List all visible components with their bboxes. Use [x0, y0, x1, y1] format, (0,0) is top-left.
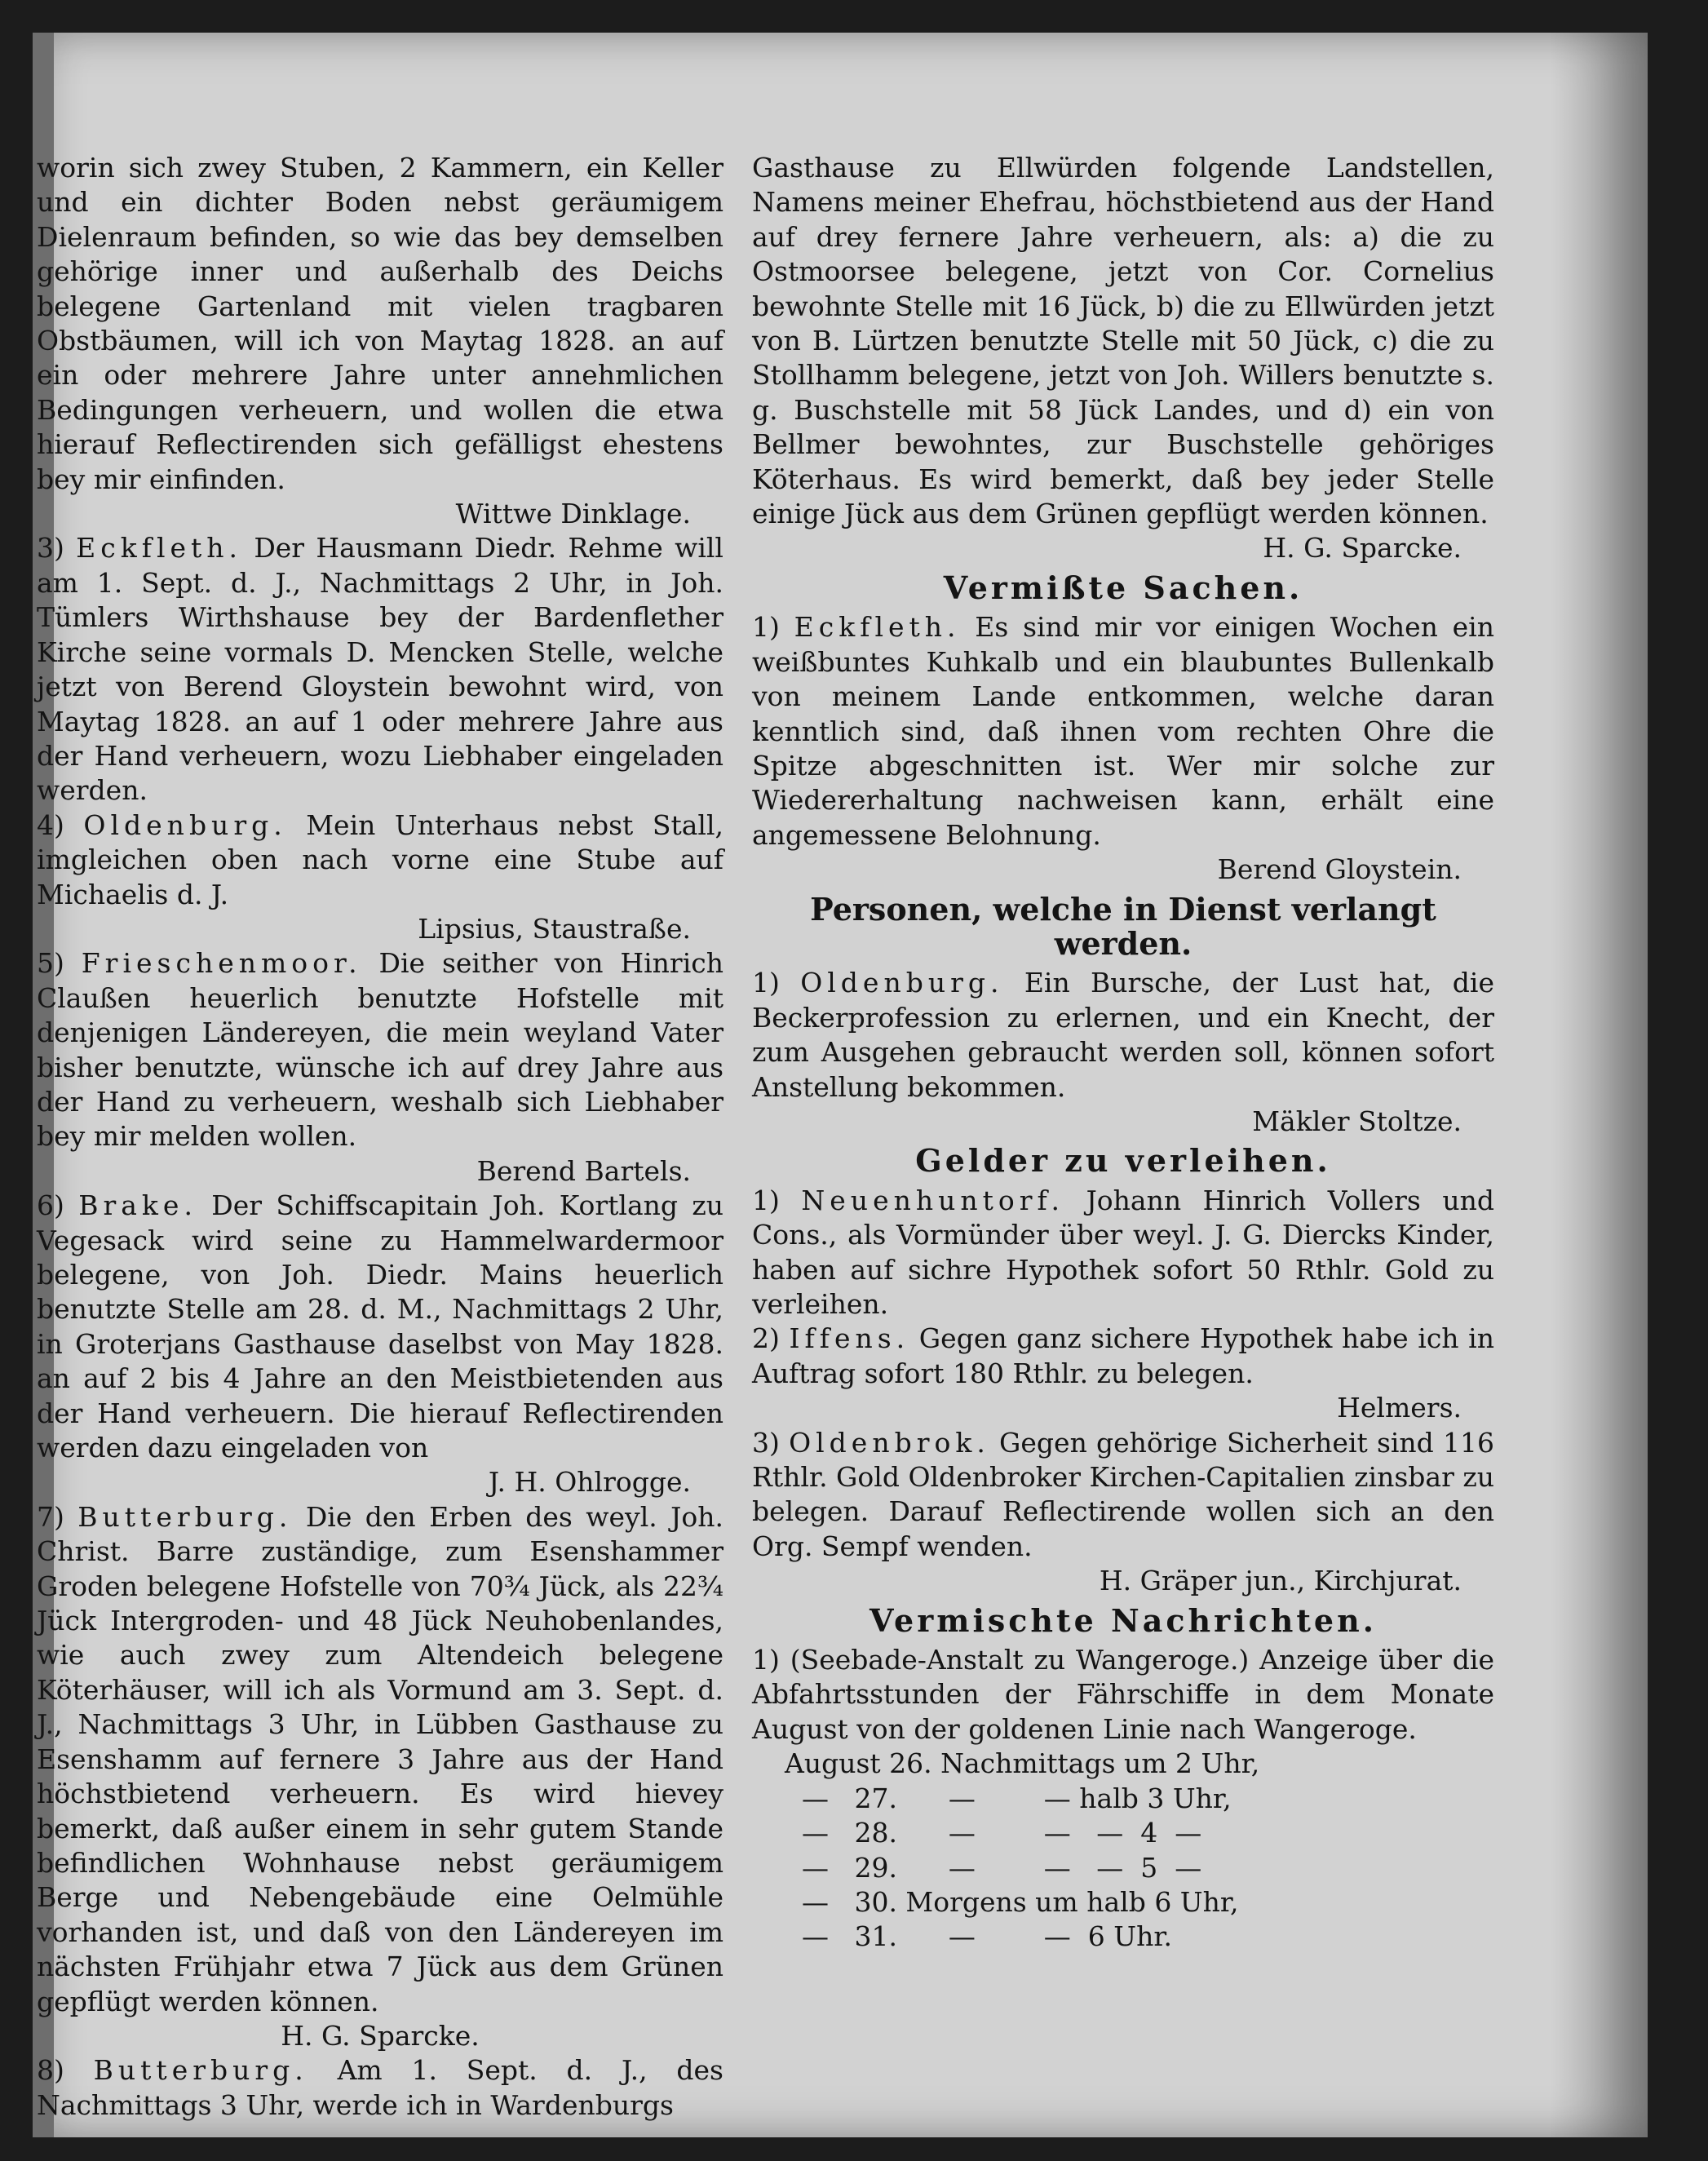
- signature: H. G. Sparcke.: [1263, 532, 1462, 565]
- place-name: Oldenbrok.: [789, 1426, 990, 1459]
- place-name: Iffens.: [789, 1322, 910, 1355]
- paragraph: 6) Brake. Der Schiffscapitain Joh. Kortlang zu Vegesack wird seine zu Hammelwardermoor belegene, von Joh. Diedr. Mains heuerlich benutzte Stelle am 28. d. M., Nachmittags 2 Uhr, in Groterjans Gasthause daselbst von May 1828. an auf 2 bis 4 Jahre an den Meistbietenden aus der Hand verheuern. Die hierauf Reflectirenden werden dazu eingeladen von: [37, 1189, 723, 1464]
- schedule-row: — 28. — — — 4 —: [785, 1817, 1202, 1849]
- paragraph: 5) Frieschenmoor. Die seither von Hinrich Claußen heuerlich benutzte Hofstelle mit denjenigen Ländereyen, die mein weyland Vater bisher benutzte, wünsche ich auf drey Jahre aus der Hand zu verheuern, weshalb sich Liebhaber bey mir melden wollen.: [37, 947, 723, 1153]
- paragraph: 4) Oldenburg. Mein Unterhaus nebst Stall, imgleichen oben nach vorne eine Stube auf Michaelis d. J.: [37, 808, 723, 910]
- schedule-row: August 26. Nachmittags um 2 Uhr,: [785, 1747, 1260, 1780]
- place-name: Oldenburg.: [83, 808, 287, 841]
- schedule-row: — 31. — — 6 Uhr.: [785, 1920, 1172, 1953]
- paragraph: Gasthause zu Ellwürden folgende Landstellen, Namens meiner Ehefrau, höchstbietend aus der Hand auf drey fernere Jahre verheuern, als: a) die zu Ostmoorsee belegene, jetzt von Cor. Cornelius bewohnte Stelle mit 16 Jück, b) die zu Ellwürden jetzt von B. Lürtzen benutzte Stelle mit 50 Jück, c) die zu Stollhamm belegene, jetzt von Joh. Willers benutzte s. g. Buschstelle mit 58 Jück Landes, und d) ein von Bellmer bewohntes, zur Buschstelle gehöriges Köterhaus. Es wird bemerkt, daß bey jeder Stelle einige Jück aus dem Grünen gepflügt werden können.: [752, 152, 1494, 530]
- signature: H. Gräper jun., Kirchjurat.: [1099, 1565, 1462, 1597]
- signature: Mäkler Stoltze.: [1252, 1105, 1462, 1137]
- paragraph: 1) Eckfleth. Es sind mir vor einigen Wochen ein weißbuntes Kuhkalb und ein blaubuntes Bullenkalb von meinem Lande entkommen, welche daran kenntlich sind, daß ihnen vom rechten Ohre die Spitze abgeschnitten ist. Wer mir solche zur Wiedererhaltung nachweisen kann, erhält eine angemessene Belohnung.: [752, 611, 1494, 851]
- paragraph: 2) Iffens. Gegen ganz sichere Hypothek habe ich in Auftrag sofort 180 Rthlr. zu belegen.: [752, 1322, 1494, 1389]
- place-name: Frieschenmoor.: [81, 947, 362, 980]
- signature: Berend Gloystein.: [1217, 853, 1462, 886]
- section-heading: Personen, welche in Dienst verlangt werden.: [810, 890, 1436, 962]
- section-heading: Vermißte Sachen.: [943, 569, 1303, 606]
- schedule-row: — 30. Morgens um halb 6 Uhr,: [785, 1885, 1239, 1918]
- paragraph: 3) Oldenbrok. Gegen gehörige Sicherheit sind 116 Rthlr. Gold Oldenbroker Kirchen-Capitalien zinsbar zu belegen. Darauf Reflectirende wollen sich an den Org. Sempf wenden.: [752, 1426, 1494, 1562]
- right-column: [752, 151, 1494, 1955]
- place-name: Brake.: [78, 1189, 197, 1222]
- schedule-row: — 27. — — halb 3 Uhr,: [785, 1782, 1232, 1814]
- place-name: Oldenburg.: [800, 967, 1004, 999]
- place-name: Eckfleth.: [794, 611, 961, 644]
- paragraph: 1) Neuenhuntorf. Johann Hinrich Vollers und Cons., als Vormünder über weyl. J. G. Diercks Kinder, haben auf sichre Hypothek sofort 50 Rthlr. Gold zu verleihen.: [752, 1184, 1494, 1320]
- paragraph: 8) Butterburg. Am 1. Sept. d. J., des Nachmittags 3 Uhr, werde ich in Wardenburgs: [37, 2054, 723, 2121]
- newspaper-page: [33, 33, 1648, 2137]
- schedule-row: — 29. — — — 5 —: [785, 1851, 1202, 1884]
- paragraph: 1) Oldenburg. Ein Bursche, der Lust hat, die Beckerprofession zu erlernen, und ein Knecht, der zum Ausgehen gebraucht werden soll, können sofort Anstellung bekommen.: [752, 967, 1494, 1103]
- place-name: Eckfleth.: [76, 532, 243, 565]
- place-name: Butterburg.: [93, 2054, 308, 2087]
- left-column: [33, 151, 723, 2123]
- ferry-schedule: [752, 1747, 1494, 1954]
- place-name: Butterburg.: [77, 1500, 293, 1533]
- signature: Helmers.: [1337, 1392, 1462, 1424]
- paragraph: 1) (Seebade-Anstalt zu Wangeroge.) Anzeige über die Abfahrtsstunden der Fährschiffe in dem Monate August von der goldenen Linie nach Wangeroge.: [752, 1644, 1494, 1745]
- signature: Lipsius, Staustraße.: [418, 912, 691, 945]
- section-heading: Vermischte Nachrichten.: [869, 1601, 1377, 1639]
- signature: H. G. Sparcke.: [281, 2019, 480, 2052]
- place-name: Neuenhuntorf.: [801, 1184, 1065, 1216]
- paragraph: worin sich zwey Stuben, 2 Kammern, ein Keller und ein dichter Boden nebst geräumigem Dielenraum befinden, so wie das bey demselben gehörige inner und außerhalb des Deichs belegene Gartenland mit vielen tragbaren Obstbäumen, will ich von Maytag 1828. an auf ein oder mehrere Jahre unter annehmlichen Bedingungen verheuern, und wollen die etwa hierauf Reflectirenden sich gefälligst ehestens bey mir einfinden.: [37, 152, 723, 495]
- page-edge-shadow: [1550, 33, 1648, 2137]
- paragraph: 3) Eckfleth. Der Hausmann Diedr. Rehme will am 1. Sept. d. J., Nachmittags 2 Uhr, in Joh. Tümlers Wirthshause bey der Bardenflether Kirche seine vormals D. Mencken Stelle, welche jetzt von Berend Gloystein bewohnt wird, von Maytag 1828. an auf 1 oder mehrere Jahre aus der Hand verheuern, wozu Liebhaber eingeladen werden.: [37, 532, 723, 807]
- signature: Berend Bartels.: [476, 1154, 691, 1187]
- section-heading: Gelder zu verleihen.: [915, 1142, 1331, 1180]
- paragraph: 7) Butterburg. Die den Erben des weyl. Joh. Christ. Barre zuständige, zum Esenshammer Groden belegene Hofstelle von 70¾ Jück, als 22¾ Jück Intergroden- und 48 Jück Neuhobenlandes, wie auch zwey zum Altendeich belegene Köterhäuser, will ich als Vormund am 3. Sept. d. J., Nachmittags 3 Uhr, in Lübben Gasthause zu Esenshamm auf fernere 3 Jahre aus der Hand höchstbietend verheuern. Es wird hievey bemerkt, daß außer einem in sehr gutem Stande befindlichen Wohnhause nebst geräumigem Berge und Nebengebäude eine Oelmühle vorhanden ist, und daß von den Ländereyen im nächsten Frühjahr etwa 7 Jück aus dem Grünen gepflügt werden können.: [37, 1500, 723, 2017]
- signature: Wittwe Dinklage.: [455, 498, 691, 530]
- signature: J. H. Ohlrogge.: [488, 1466, 691, 1499]
